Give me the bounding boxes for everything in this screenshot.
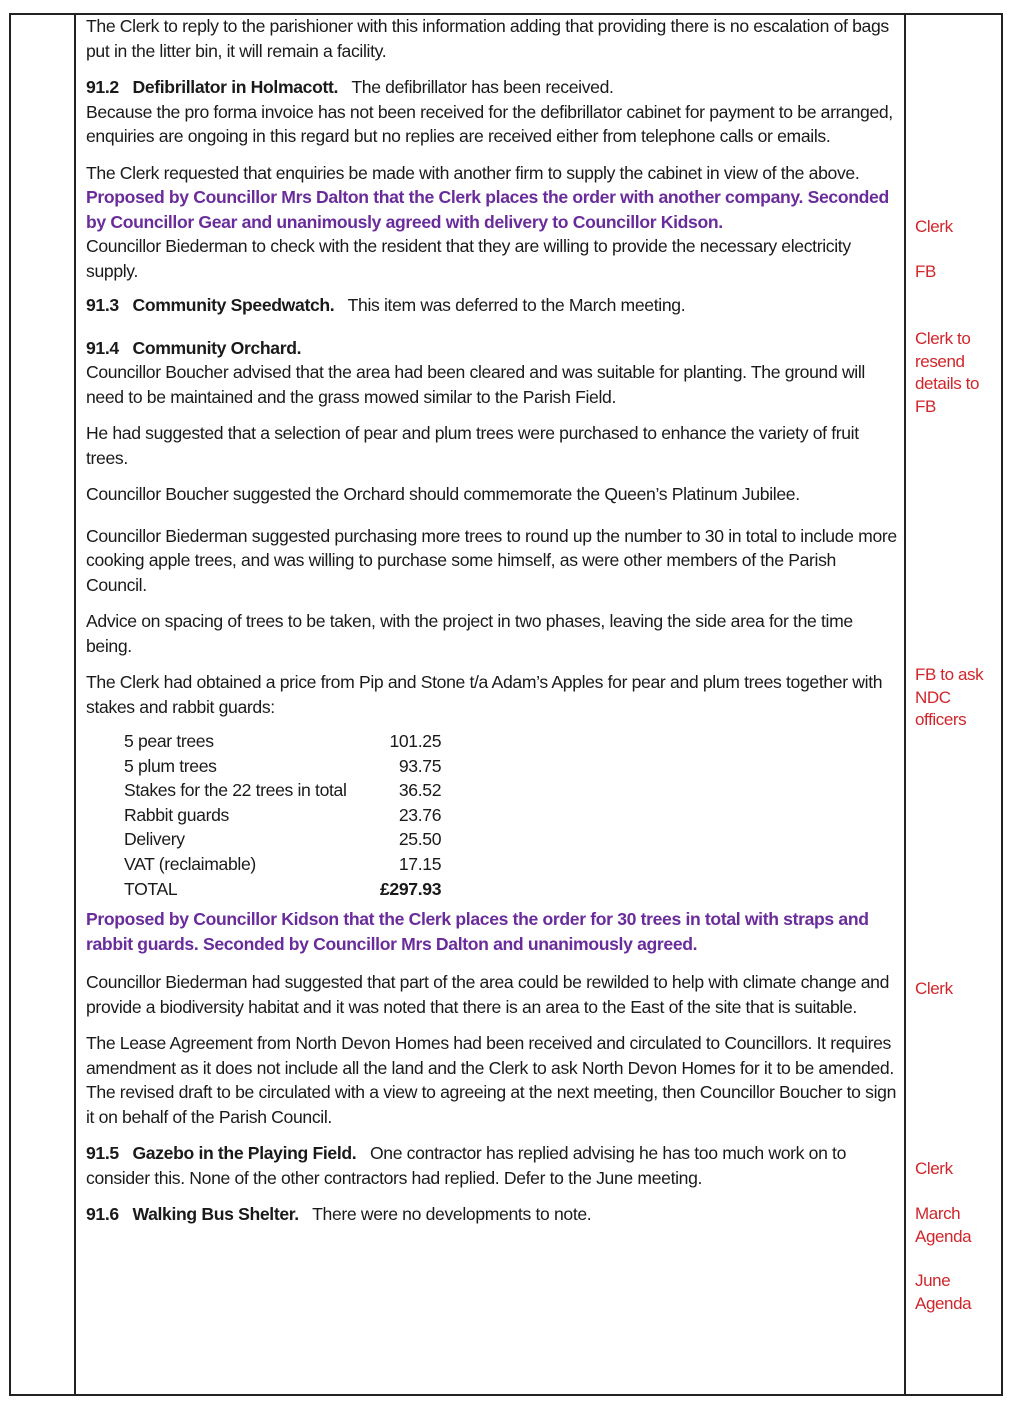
item-91-3-heading	[86, 293, 898, 318]
paragraph: The revised draft to be circulated with a view to agreeing at the next meeting, then Councillor Boucher to sign it on behalf of the Parish Council.	[86, 1082, 897, 1127]
paragraph: Advice on spacing of trees to be taken, with the project in two phases, leaving the side area for the time being.	[86, 611, 853, 656]
price-item: 5 pear trees	[124, 731, 214, 751]
item-91-5-heading	[86, 1141, 898, 1190]
paragraph: The Clerk requested that enquiries be made with another firm to supply the cabinet in view of the above.	[86, 162, 860, 183]
proposal-orchard: Proposed by Councillor Kidson that the Clerk places the order for 30 trees in total with straps and rabbit guards. Seconded by Councillor Mrs Dalton and unanimously agreed.	[86, 909, 869, 954]
item-number: 91.2	[86, 77, 119, 97]
price-item: Delivery	[124, 829, 185, 850]
price-amount: 93.75	[398, 755, 442, 776]
paragraph: The Clerk had obtained a price from Pip and Stone t/a Adam’s Apples for pear and plum trees together with stakes and rabbit guards:	[86, 672, 883, 717]
item-text: The defibrillator has been received.	[351, 77, 614, 97]
item-91-4-heading	[86, 336, 898, 361]
paragraph: Councillor Boucher advised that the area had been cleared and was suitable for planting. The ground will need to be maintained and the grass mowed similar to the Parish Field.	[86, 362, 865, 407]
paragraph: Councillor Biederman suggested purchasing more trees to round up the number to 30 in total to include more cooking apple trees, and was willing to purchase some himself, as were other members of the Parish Council.	[86, 525, 897, 595]
item-text: One contractor has replied advising he has too much work on to consider this. None of the other contractors had replied. Defer to the June meeting.	[86, 1143, 847, 1188]
item-text: There were no developments to note.	[312, 1204, 592, 1225]
item-number: 91.4	[86, 337, 119, 358]
item-title: Walking Bus Shelter.	[132, 1204, 299, 1225]
action-clerk-lease: Clerk	[915, 1159, 953, 1178]
paragraph: He had suggested that a selection of pear and plum trees were purchased to enhance the variety of fruit trees.	[86, 423, 859, 468]
proposal-defibrillator: Proposed by Councillor Mrs Dalton that the Clerk places the order with another company. Seconded by Councillor Gear and unanimously agreed with delivery to Councillor Kidson.	[86, 187, 889, 232]
price-item: VAT (reclaimable)	[124, 853, 256, 874]
price-amount: 25.50	[398, 829, 442, 850]
item-91-6-heading	[86, 1202, 898, 1227]
item-title: Defibrillator in Holmacott.	[132, 77, 339, 97]
paragraph: Councillor Boucher suggested the Orchard should commemorate the Queen’s Platinum Jubilee.	[86, 484, 800, 504]
price-row	[124, 852, 441, 877]
paragraph: The Clerk to reply to the parishioner with this information adding that providing there is no escalation of bags put in the litter bin, it will remain a facility.	[86, 16, 889, 61]
price-row	[124, 827, 441, 852]
item-text: This item was deferred to the March meeting.	[347, 295, 686, 315]
price-row	[124, 803, 441, 828]
item-title: Community Speedwatch.	[132, 295, 335, 315]
price-row	[124, 729, 441, 754]
price-total-row	[124, 877, 441, 902]
price-item: 5 plum trees	[124, 755, 217, 776]
item-number: 91.3	[86, 295, 119, 315]
total-amount: £297.93	[380, 878, 442, 899]
price-amount: 101.25	[389, 731, 442, 751]
item-title: Gazebo in the Playing Field.	[132, 1143, 357, 1164]
paragraph: The Lease Agreement from North Devon Homes had been received and circulated to Councillors. It requires amendment as it does not include all the land and the Clerk to ask North Devon Homes for it to be amended.	[86, 1033, 894, 1078]
price-item: Stakes for the 22 trees in total	[124, 780, 347, 801]
price-item: Rabbit guards	[124, 804, 229, 825]
price-amount: 17.15	[398, 853, 442, 874]
paragraph: Councillor Biederman had suggested that part of the area could be rewilded to help with climate change and provide a biodiversity habitat and it was noted that there is an area to the East of the site that is suitable.	[86, 972, 890, 1017]
action-march-agenda: March Agenda	[915, 1204, 972, 1246]
item-91-2-heading	[86, 75, 898, 100]
paragraph: Because the pro forma invoice has not been received for the defibrillator cabinet for payment to be arranged, enquiries are ongoing in this regard but no replies are received either from telephone calls or emails.	[86, 101, 893, 146]
price-row	[124, 754, 441, 779]
action-june-agenda: June Agenda	[915, 1271, 972, 1313]
price-table	[124, 729, 441, 901]
price-amount: 23.76	[398, 804, 442, 825]
item-title: Community Orchard.	[132, 337, 302, 358]
minutes-body	[86, 14, 898, 1239]
action-fb-ask-ndc: FB to ask NDC officers	[915, 665, 984, 729]
item-number: 91.6	[86, 1204, 119, 1225]
action-clerk: Clerk	[915, 217, 953, 236]
left-column-divider	[74, 13, 76, 1396]
action-column-divider	[904, 13, 906, 1396]
paragraph: Councillor Biederman to check with the resident that they are willing to provide the necessary electricity supply.	[86, 236, 851, 281]
price-row	[124, 778, 441, 803]
action-fb: FB	[915, 262, 936, 281]
action-clerk-resend: Clerk to resend details to FB	[915, 329, 980, 416]
action-clerk-order: Clerk	[915, 979, 953, 998]
total-label: TOTAL	[124, 878, 178, 899]
item-number: 91.5	[86, 1143, 119, 1164]
price-amount: 36.52	[398, 780, 442, 801]
